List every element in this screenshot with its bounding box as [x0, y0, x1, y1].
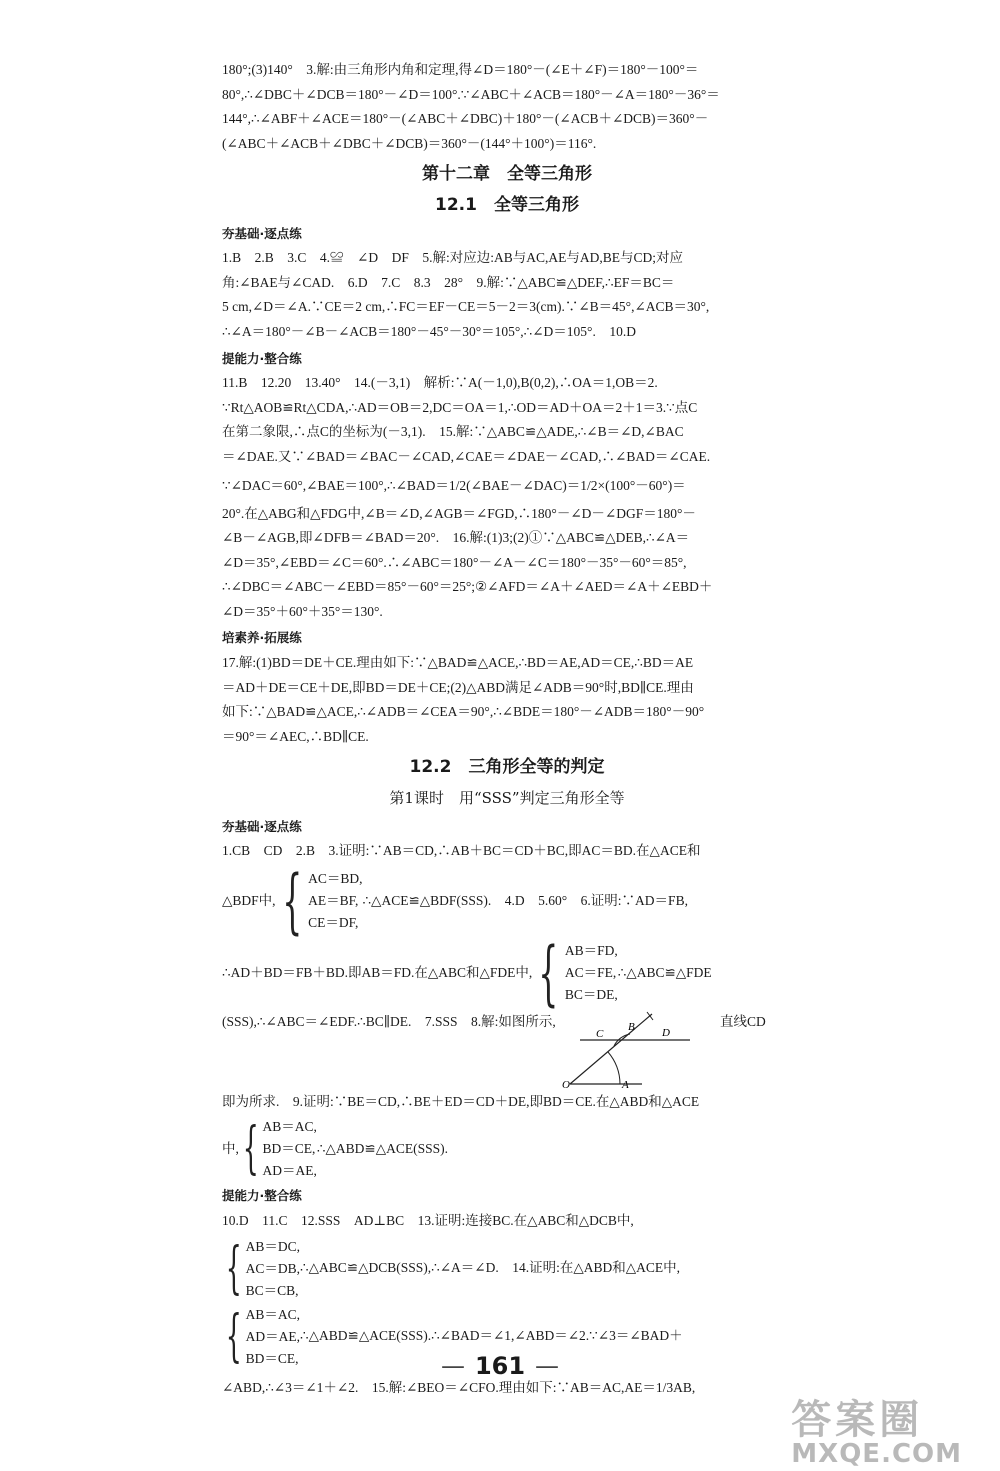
- system-item: AD＝AE,: [245, 1328, 301, 1344]
- block1: [222, 58, 792, 156]
- system-tail: ∴△ABC≌△FDE: [617, 964, 712, 980]
- point-label: O: [562, 1078, 570, 1090]
- equation-system: [222, 859, 792, 942]
- text-line: 10.D 11.C 12.SSS AD⊥BC 13.证明:连接BC.在△ABC和△DCB中,: [222, 1213, 634, 1228]
- equation-system: [222, 931, 792, 1014]
- system-item: AB＝DC,: [245, 1238, 301, 1254]
- system-lead: 中,: [222, 1141, 239, 1157]
- system-items: [565, 940, 618, 1006]
- system-items: [263, 1116, 317, 1182]
- footer-rule-left: —: [440, 1352, 465, 1380]
- system-item: BD＝CE,: [262, 1141, 316, 1157]
- text-line: ∠ABD,∴∠3＝∠1＋∠2. 15.解:∠BEO＝∠CFO.理由如下:∵AB＝AC,AE＝1/3AB,: [222, 1379, 696, 1395]
- text-line: ∴∠DBC＝∠ABC－∠EBD＝85°－60°＝25°;②∠AFD＝∠A＋∠AED＝∠A＋∠EBD＋: [222, 579, 713, 595]
- system-item: AB＝FD,: [564, 942, 618, 958]
- system-item: CE＝DF,: [308, 914, 359, 930]
- section-heading: 提能力·整合练: [222, 350, 302, 366]
- system-item: AB＝AC,: [262, 1119, 317, 1135]
- point-label: A: [622, 1078, 629, 1090]
- text-line: ∵Rt△AOB≌Rt△CDA,∴AD＝OB＝2,DC＝OA＝1,∴OD＝AD＋OA＝2＋1＝3.∵点C: [222, 399, 698, 415]
- system-tail: ∴△ABC≌△DCB(SSS),∴∠A＝∠D. 14.证明:在△ABD和△ACE中,: [300, 1260, 680, 1276]
- brace-icon: {: [281, 859, 302, 942]
- system-item: AC＝DB,: [245, 1260, 301, 1276]
- text-line: 1.B 2.B 3.C 4.≌ ∠D DF 5.解:对应边:AB与AC,AE与AD,BE与CD;对应: [222, 250, 683, 266]
- text-line: ＝∠DAE.又∵∠BAD＝∠BAC－∠CAD,∠CAE＝∠DAE－∠CAD,∴∠BAD＝∠CAE.: [222, 448, 711, 464]
- section-heading: 提能力·整合练: [222, 1188, 302, 1204]
- text-line: 5 cm,∠D＝∠A.∵CE＝2 cm,∴FC＝EF－CE＝5－2＝3(cm).∵∠B＝45°,∠ACB＝30°,: [222, 299, 710, 315]
- text-line: (∠ABC＋∠ACB＋∠DBC＋∠DCB)＝360°－(144°＋100°)＝116°.: [222, 135, 597, 151]
- system-item: BD＝CE,: [245, 1350, 299, 1366]
- text-line: ∠D＝35°＋60°＋35°＝130°.: [222, 603, 383, 619]
- system-items: [246, 1236, 300, 1302]
- page-footer: [0, 1352, 1000, 1380]
- point-label: B: [628, 1020, 635, 1033]
- brace-icon: {: [225, 1235, 242, 1301]
- text-line: 17.解:(1)BD＝DE＋CE.理由如下:∵△BAD≌△ACE,∴BD＝AE,AD＝CE,∴BD＝AE: [222, 655, 694, 671]
- text-line: 角:∠BAE与∠CAD. 6.D 7.C 8.3 28° 9.解:∵△ABC≌△DEF,∴EF＝BC＝: [222, 274, 675, 290]
- construction-figure: [562, 1010, 702, 1090]
- text-line: 如下:∵△BAD≌△ACE,∴∠ADB＝∠CEA＝90°,∴∠BDE＝180°－∠ADB＝180°－90°: [222, 704, 705, 720]
- system-item: AD＝AE,: [262, 1163, 317, 1179]
- equation-system: [222, 1116, 792, 1182]
- system-tail: ∴△ABD≌△ACE(SSS).∴∠BAD＝∠1,∠ABD＝∠2.∵∠3＝∠BAD＋: [300, 1328, 683, 1344]
- text-line: ＝AD＋DE＝CE＋DE,即BD＝DE＋CE;(2)△ABD满足∠ADB＝90°时,BD∥CE.理由: [222, 679, 694, 695]
- section-title-12-2: 12.2 三角形全等的判定: [409, 757, 605, 778]
- text-line: ∴∠A＝180°－∠B－∠ACB＝180°－45°－30°＝105°,∴∠D＝105°. 10.D: [222, 323, 636, 339]
- text-line: 11.B 12.20 13.40° 14.(－3,1) 解析:∵A(－1,0),B(0,2),∴OA＝1,OB＝2.: [222, 375, 658, 391]
- watermark-logo-text: 答案圈: [791, 1397, 924, 1443]
- system-item: BC＝DE,: [564, 986, 618, 1002]
- text-line: 80°,∴∠DBC＋∠DCB＝180°－∠D＝100°.∵∠ABC＋∠ACB＝180°－∠A＝180°－36°＝: [222, 86, 720, 102]
- section-heading: 培素养·拓展练: [222, 630, 302, 646]
- text-line: ∠B－∠AGB,即∠DFB＝∠BAD＝20°. 16.解:(1)3;(2)①∵△ABC≌△DEB,∴∠A＝: [222, 530, 690, 546]
- point-label: D: [662, 1026, 670, 1039]
- text-line: 1.CB CD 2.B 3.证明:∵AB＝CD,∴AB＋BC＝CD＋BC,即AC＝BD.在△ACE和: [222, 843, 701, 859]
- system-items: [308, 868, 362, 934]
- text-line: ∠D＝35°,∠EBD＝∠C＝60°.∴∠ABC＝180°－∠A－∠C＝180°－35°－60°＝85°,: [222, 554, 687, 570]
- system-item: AB＝AC,: [245, 1306, 301, 1322]
- equation-system: [222, 1236, 792, 1302]
- chapter-title: 第十二章 全等三角形: [422, 164, 592, 185]
- text-line: 144°,∴∠ABF＋∠ACE＝180°－(∠ABC＋∠DBC)＋180°－(∠ACB＋∠DCB)＝360°－: [222, 111, 709, 127]
- text-line: 直线CD: [720, 1013, 766, 1029]
- lesson-title: 第1课时 用“SSS”判定三角形全等: [389, 789, 625, 808]
- section-heading: 夯基础·逐点练: [222, 225, 302, 241]
- page-number: 161: [474, 1352, 526, 1380]
- brace-icon: {: [225, 1303, 242, 1369]
- text-line: 20°.在△ABG和△FDG中,∠B＝∠D,∠AGB＝∠FGD,∴180°－∠D－∠DGF＝180°－: [222, 505, 696, 521]
- answer-page: [222, 58, 792, 1404]
- text-line: 180°;(3)140° 3.解:由三角形内角和定理,得∠D＝180°－(∠E＋∠F)＝180°－100°＝: [222, 62, 699, 77]
- system-item: AE＝BF,: [308, 892, 359, 908]
- system-item: BC＝CB,: [245, 1282, 299, 1298]
- watermark-url: MXQE.COM: [791, 1439, 962, 1469]
- system-lead: △BDF中,: [222, 892, 276, 908]
- section-heading: 夯基础·逐点练: [222, 818, 302, 834]
- point-label: C: [596, 1027, 604, 1040]
- text-line: 在第二象限,∴点C的坐标为(－3,1). 15.解:∵△ABC≌△ADE,∴∠B＝∠D,∠BAC: [222, 424, 684, 440]
- system-tail: ∴△ABD≌△ACE(SSS).: [316, 1141, 448, 1157]
- system-item: AC＝BD,: [308, 870, 363, 886]
- system-tail: ∴△ACE≌△BDF(SSS). 4.D 5.60° 6.证明:∵AD＝FB,: [362, 892, 688, 908]
- text-line: ∵∠DAC＝60°,∠BAE＝100°,∴∠BAD＝1/2(∠BAE－∠DAC)＝1/2×(100°－60°)＝: [222, 477, 686, 493]
- system-lead: ∴AD＋BD＝FB＋BD.即AB＝FD.在△ABC和△FDE中,: [222, 964, 533, 980]
- brace-icon: {: [242, 1116, 259, 1182]
- text-line: ＝90°＝∠AEC,∴BD∥CE.: [222, 728, 369, 744]
- system-item: AC＝FE,: [564, 964, 617, 980]
- section-title-12-1: 12.1 全等三角形: [435, 194, 579, 215]
- watermark: [791, 1388, 962, 1469]
- text-line: (SSS),∴∠ABC＝∠EDF.∴BC∥DE. 7.SSS 8.解:如图所示,: [222, 1013, 556, 1029]
- figure-row: [222, 1010, 792, 1090]
- brace-icon: {: [538, 931, 559, 1014]
- text-line: 即为所求. 9.证明:∵BE＝CD,∴BE＋ED＝CD＋DE,即BD＝CE.在△ABD和△ACE: [222, 1093, 700, 1109]
- footer-rule-right: —: [535, 1352, 560, 1380]
